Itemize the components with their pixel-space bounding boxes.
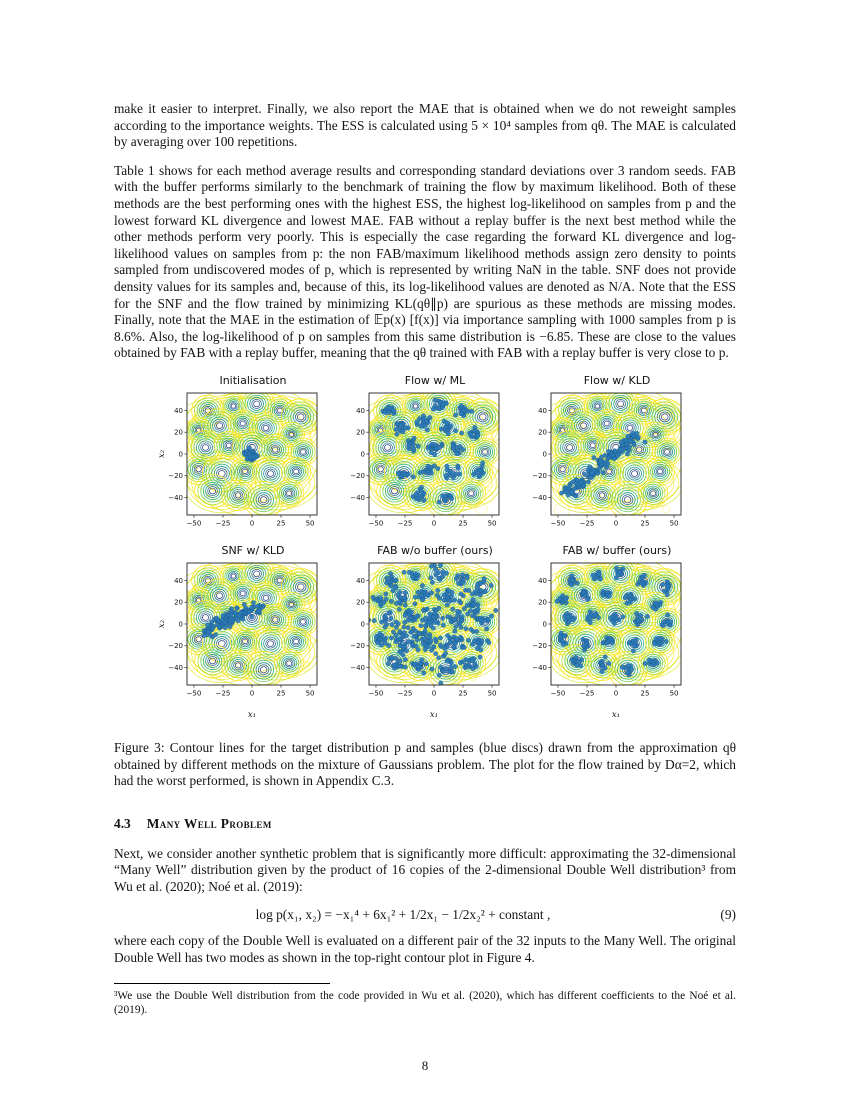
svg-text:25: 25 xyxy=(640,519,650,528)
svg-text:0: 0 xyxy=(360,620,365,629)
svg-text:0: 0 xyxy=(431,689,437,698)
svg-text:40: 40 xyxy=(356,576,365,585)
figure-panel xyxy=(155,374,331,534)
svg-text:−20: −20 xyxy=(532,472,547,481)
svg-text:0: 0 xyxy=(542,450,547,459)
contour-plot xyxy=(337,558,513,720)
svg-text:−25: −25 xyxy=(397,689,413,698)
svg-text:−25: −25 xyxy=(215,519,231,528)
footnote: ³We use the Double Well distribution from the code provided in Wu et al. (2020), which has different coefficients to the Noé et al. (2019). xyxy=(114,989,736,1016)
paper-content xyxy=(114,101,736,1017)
svg-text:0: 0 xyxy=(178,450,183,459)
paragraph: where each copy of the Double Well is evaluated on a different pair of the 32 inputs to the Many Well. The original Double Well has two modes as shown in the top-right contour plot in Figure 4. xyxy=(114,933,736,966)
svg-text:20: 20 xyxy=(174,428,183,437)
svg-text:20: 20 xyxy=(538,598,547,607)
svg-text:−20: −20 xyxy=(168,642,183,651)
svg-text:−25: −25 xyxy=(397,519,413,528)
svg-text:−50: −50 xyxy=(368,519,384,528)
svg-text:50: 50 xyxy=(305,689,315,698)
svg-text:20: 20 xyxy=(356,428,365,437)
footnote-rule xyxy=(114,983,330,984)
svg-text:20: 20 xyxy=(538,428,547,437)
panel-title: FAB w/ buffer (ours) xyxy=(562,543,672,557)
svg-text:−40: −40 xyxy=(168,663,183,672)
svg-text:25: 25 xyxy=(276,519,286,528)
svg-text:−50: −50 xyxy=(368,689,384,698)
svg-text:0: 0 xyxy=(542,620,547,629)
svg-text:−40: −40 xyxy=(350,663,365,672)
svg-text:−25: −25 xyxy=(579,689,595,698)
svg-text:25: 25 xyxy=(458,689,468,698)
contour-plot xyxy=(519,558,695,720)
figure-panel xyxy=(519,544,695,720)
svg-text:40: 40 xyxy=(538,576,547,585)
svg-text:20: 20 xyxy=(356,598,365,607)
figure-panel xyxy=(519,374,695,534)
svg-text:0: 0 xyxy=(249,689,255,698)
svg-text:−50: −50 xyxy=(550,519,566,528)
equation-9 xyxy=(114,907,736,923)
contour-plot xyxy=(155,558,331,720)
x-axis-label: x₁ xyxy=(247,709,257,720)
x-axis-label: x₁ xyxy=(611,709,621,720)
x-axis-label: x₁ xyxy=(429,709,439,720)
svg-text:50: 50 xyxy=(487,519,497,528)
svg-text:−40: −40 xyxy=(532,663,547,672)
section-title: Many Well Problem xyxy=(146,815,272,831)
section-number: 4.3 xyxy=(114,815,131,831)
svg-text:0: 0 xyxy=(431,519,437,528)
panel-title: Initialisation xyxy=(219,373,287,387)
svg-text:25: 25 xyxy=(458,519,468,528)
panel-title: Flow w/ KLD xyxy=(583,373,651,387)
svg-text:−20: −20 xyxy=(532,642,547,651)
figure-panel xyxy=(337,374,513,534)
svg-text:50: 50 xyxy=(669,519,679,528)
svg-text:−25: −25 xyxy=(579,519,595,528)
svg-text:25: 25 xyxy=(276,689,286,698)
y-axis-label: x₂ xyxy=(157,449,167,459)
contour-plot xyxy=(155,388,331,534)
svg-text:0: 0 xyxy=(360,450,365,459)
paragraph: Table 1 shows for each method average results and corresponding standard deviations over 3 random seeds. FAB with the buffer performs similarly to the benchmark of training the flow by maximum likelihood. Both of these methods are the best performing ones with the highest ESS, the highest log-likelihood on samples from p and the lowest forward KL divergence and lowest MAE. FAB without a replay buffer is the next best method while the other methods perform very poorly. This is especially the case regarding the forward KL divergence and log-likelihood values on samples from p: the non FAB/maximum likelihood methods assign zero density to points sampled from undiscovered modes of p, which is represented by writing NaN in the table. SNF does not provide density values for its samples and, because of this, its log-likelihood values are denoted as N/A. Note that the ESS for the SNF and the flow trained by minimizing KL(qθ∥p) are spurious as these methods are missing modes. Finally, note that the MAE in the estimation of 𝔼p(x) [f(x)] via importance sampling with 1000 samples from p is 8.6%. Also, the log-likelihood of p on samples from this same distribution is −6.85. These are close to the values obtained by FAB with a replay buffer, meaning that the qθ trained with FAB with a replay buffer is very close to p. xyxy=(114,162,736,361)
equation-number: (9) xyxy=(720,907,736,923)
figure-grid xyxy=(114,374,736,720)
svg-text:0: 0 xyxy=(613,689,619,698)
figure-caption: Figure 3: Contour lines for the target distribution p and samples (blue discs) drawn from the approximation qθ obtained by different methods on the mixture of Gaussians problem. The plot for the flow trained by Dα=2, which had the worst performed, is shown in Appendix C.3. xyxy=(114,739,736,789)
panel-title: Flow w/ ML xyxy=(404,373,466,387)
svg-text:−40: −40 xyxy=(350,493,365,502)
svg-text:−50: −50 xyxy=(186,689,202,698)
panel-title: SNF w/ KLD xyxy=(221,543,285,557)
svg-text:−20: −20 xyxy=(350,472,365,481)
svg-text:0: 0 xyxy=(613,519,619,528)
paragraph: make it easier to interpret. Finally, we also report the MAE that is obtained when we do not reweight samples according to the importance weights. The ESS is calculated using 5 × 10⁴ samples from qθ. The MAE is calculated by averaging over 100 repetitions. xyxy=(114,101,736,150)
svg-text:0: 0 xyxy=(249,519,255,528)
svg-text:0: 0 xyxy=(178,620,183,629)
paragraph: Next, we consider another synthetic problem that is significantly more difficult: approximating the 32-dimensional “Many Well” distribution given by the product of 16 copies of the 2-dimensional Double Well distribution³ from Wu et al. (2020); Noé et al. (2019): xyxy=(114,845,736,894)
svg-text:−50: −50 xyxy=(550,689,566,698)
svg-text:−40: −40 xyxy=(168,493,183,502)
panel-title: FAB w/o buffer (ours) xyxy=(377,543,493,557)
svg-text:50: 50 xyxy=(487,689,497,698)
svg-text:40: 40 xyxy=(174,406,183,415)
svg-text:25: 25 xyxy=(640,689,650,698)
figure-3 xyxy=(114,374,736,790)
svg-text:50: 50 xyxy=(305,519,315,528)
figure-panel xyxy=(155,544,331,720)
contour-plot xyxy=(519,388,695,534)
svg-text:−50: −50 xyxy=(186,519,202,528)
svg-text:20: 20 xyxy=(174,598,183,607)
svg-text:40: 40 xyxy=(174,576,183,585)
equation-body: log p(x₁, x₂) = −x₁⁴ + 6x₁² + 1/2x₁ − 1/2x₂² + constant , xyxy=(255,907,551,923)
svg-text:−20: −20 xyxy=(350,642,365,651)
svg-text:−25: −25 xyxy=(215,689,231,698)
section-heading xyxy=(114,816,736,832)
svg-text:50: 50 xyxy=(669,689,679,698)
svg-text:−40: −40 xyxy=(532,493,547,502)
svg-text:−20: −20 xyxy=(168,472,183,481)
svg-text:40: 40 xyxy=(538,406,547,415)
page-number: 8 xyxy=(421,1058,429,1073)
contour-plot xyxy=(337,388,513,534)
figure-panel xyxy=(337,544,513,720)
y-axis-label: x₂ xyxy=(157,619,167,629)
svg-text:40: 40 xyxy=(356,406,365,415)
